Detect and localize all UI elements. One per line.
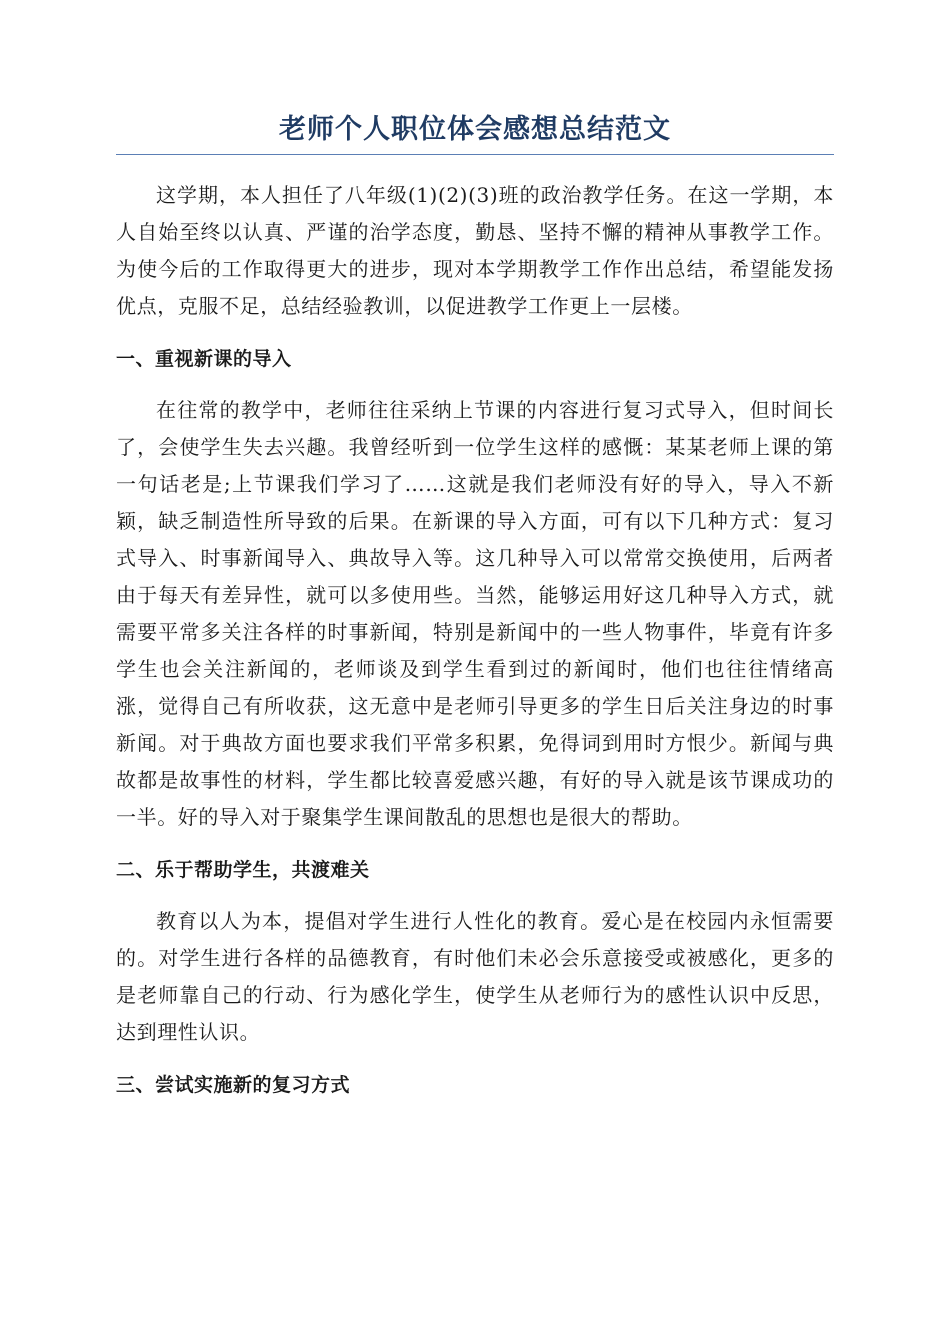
section-2-heading: 二、乐于帮助学生，共渡难关	[116, 859, 370, 881]
section-3-heading: 三、尝试实施新的复习方式	[116, 1074, 351, 1096]
section-1-paragraph: 在往常的教学中，老师往往采纳上节课的内容进行复习式导入，但时间长了，会使学生失去兴趣。我曾经听到一位学生这样的感慨：某某老师上课的第一句话老是;上节课我们学习了……这就是我们老师没有好的导入，导入不新颖，缺乏制造性所导致的后果。在新课的导入方面，可有以下几种方式：复习式导入、时事新闻导入、典故导入等。这几种导入可以常常交换使用，后两者由于每天有差异性，就可以多使用些。当然，能够运用好这几种导入方式，就需要平常多关注各样的时事新闻，特别是新闻中的一些人物事件，毕竟有许多学生也会关注新闻的，老师谈及到学生看到过的新闻时，他们也往往情绪高涨，觉得自己有所收获，这无意中是老师引导更多的学生日后关注身边的时事新闻。对于典故方面也要求我们平常多积累，免得词到用时方恨少。新闻与典故都是故事性的材料，学生都比较喜爱感兴趣，有好的导入就是该节课成功的一半。好的导入对于聚集学生课间散乱的思想也是很大的帮助。	[116, 398, 834, 829]
intro-paragraph: 这学期，本人担任了八年级(1)(2)(3)班的政治教学任务。在这一学期，本人自始至终以认真、严谨的治学态度，勤恳、坚持不懈的精神从事教学工作。为使今后的工作取得更大的进步，现对本学期教学工作作出总结，希望能发扬优点，克服不足，总结经验教训，以促进教学工作更上一层楼。	[116, 183, 834, 318]
section-1-heading: 一、重视新课的导入	[116, 348, 292, 370]
document-page	[116, 108, 834, 1118]
section-2-paragraph: 教育以人为本，提倡对学生进行人性化的教育。爱心是在校园内永恒需要的。对学生进行各样的品德教育，有时他们未必会乐意接受或被感化，更多的是老师靠自己的行动、行为感化学生，使学生从老师行为的感性认识中反思，达到理性认识。	[116, 909, 834, 1044]
document-title: 老师个人职位体会感想总结范文	[116, 108, 834, 155]
